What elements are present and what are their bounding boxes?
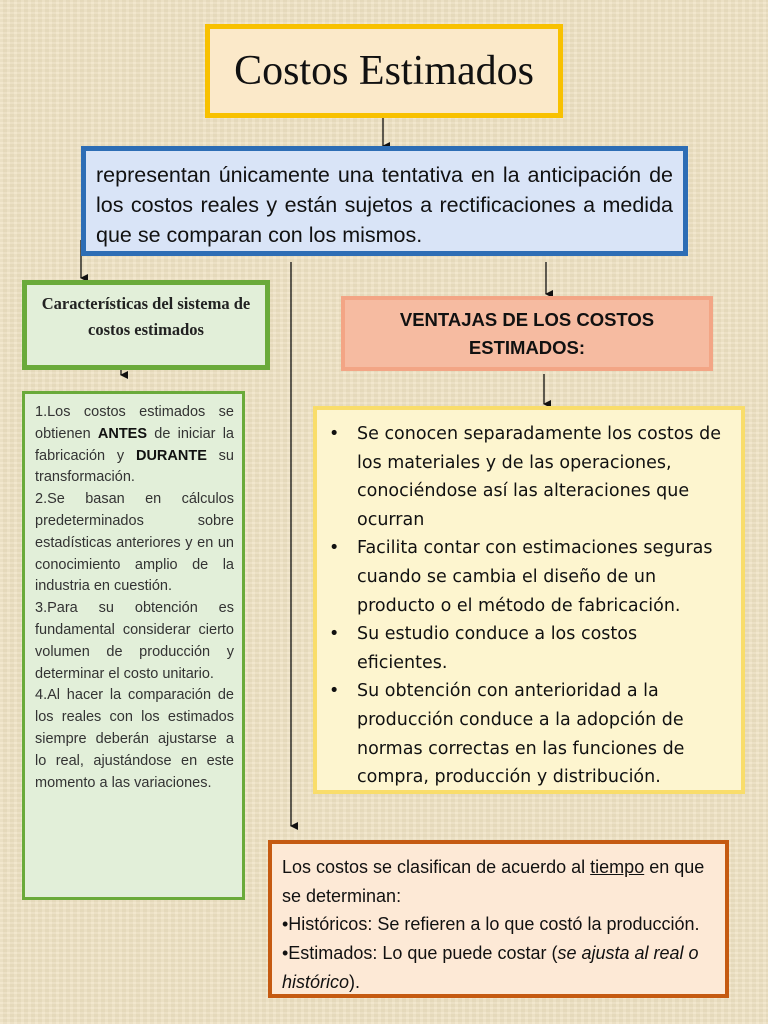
caracteristica-item-1 bbox=[35, 402, 234, 489]
item-1-text-b: de iniciar la fabricación y bbox=[35, 425, 234, 464]
item-1-text-a: 1.Los costos estimados se obtienen bbox=[35, 404, 234, 442]
title-box bbox=[205, 24, 563, 118]
clasificacion-estimados bbox=[282, 939, 715, 996]
ventajas-list bbox=[313, 406, 745, 794]
caracteristicas-title-box bbox=[22, 280, 270, 370]
page-title: Costos Estimados bbox=[234, 48, 534, 94]
clasificacion-box bbox=[268, 840, 729, 998]
ventajas-title: VENTAJAS DE LOS COSTOS ESTIMADOS: bbox=[399, 308, 655, 358]
clasificacion-intro-b: en que se determinan: bbox=[282, 857, 705, 906]
clasificacion-tiempo: tiempo bbox=[590, 857, 645, 877]
estimados-text-a: •Estimados: Lo que puede costar ( bbox=[282, 943, 558, 964]
caracteristicas-title: Características del sistema de costos estimados bbox=[41, 294, 251, 339]
clasificacion-historicos: •Históricos: Se refieren a lo que costó la producción. bbox=[282, 914, 700, 935]
item-1-text-c: su transformación. bbox=[35, 447, 234, 486]
clasificacion-intro-a: Los costos se clasifican de acuerdo al bbox=[282, 857, 591, 877]
ventaja-item: • Su obtención con anterioridad a la producción conduce a la adopción de normas correctas en las funciones de compra, producción y distribución. bbox=[325, 677, 727, 791]
definition-text: representan únicamente una tentativa en la anticipación de los costos reales y están sujetos a rectificaciones a medida que se comparan con los mismos bbox=[96, 163, 673, 247]
ventaja-item: • Facilita contar con estimaciones seguras cuando se cambia el diseño de un producto o el método de fabricación. bbox=[325, 534, 727, 620]
estimados-text-b: ). bbox=[349, 971, 361, 992]
item-1-bold-antes: ANTES bbox=[97, 425, 148, 442]
estimados-italic: se ajusta al real o histórico bbox=[282, 943, 699, 992]
item-1-bold-durante: DURANTE bbox=[135, 447, 207, 464]
ventaja-item: • Se conocen separadamente los costos de los materiales y de las operaciones, conociéndose así las alteraciones que ocurran bbox=[325, 420, 727, 534]
caracteristica-item-3: 3.Para su obtención es fundamental considerar cierto volumen de producción y determinar el costo unitario. bbox=[35, 600, 234, 682]
caracteristicas-list bbox=[22, 391, 245, 900]
clasificacion-intro bbox=[282, 853, 715, 910]
caracteristica-item-2: 2.Se basan en cálculos predeterminados sobre estadísticas anteriores y en un conocimiento amplio de la industria en cuestión. bbox=[35, 491, 234, 595]
ventaja-item: • Su estudio conduce a los costos eficientes. bbox=[325, 620, 727, 677]
caracteristica-item-4: 4.Al hacer la comparación de los reales con los estimados siempre deberán ajustarse a lo real, ajustándose en este momento a las variaciones. bbox=[35, 687, 234, 791]
ventajas-title-box bbox=[341, 296, 713, 371]
definition-box bbox=[81, 146, 688, 256]
definition-end: . bbox=[416, 223, 423, 247]
